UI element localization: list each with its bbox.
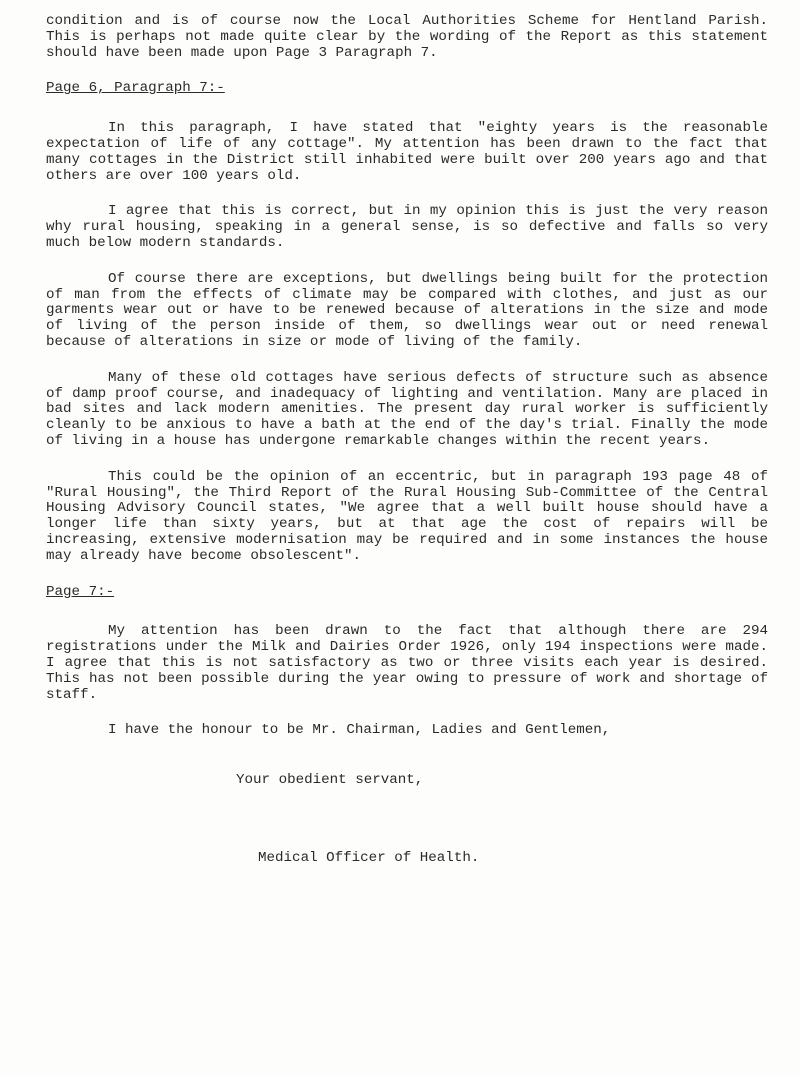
paragraph: In this paragraph, I have stated that "eighty years is the reasonable expectation of life of any cottage". My attention has been drawn to the fact that many cottages in the District still inhabited were built over 200 years ago and that others are over 100 years old. — [46, 120, 768, 184]
section-heading-page-6: Page 6, Paragraph 7:- — [46, 80, 225, 97]
paragraph: I agree that this is correct, but in my opinion this is just the very reason why rural housing, speaking in a general sense, is so defective and falls so very much below modern standards. — [46, 203, 768, 251]
paragraph: My attention has been drawn to the fact that although there are 294 registrations under the Milk and Dairies Order 1926, only 194 inspections were made. I agree that this is not satisfactory as two or three visits each year is desired. This has not been possible during the year owing to pressure of work and shortage of staff. — [46, 623, 768, 703]
signature: Medical Officer of Health. — [258, 849, 480, 866]
closing-line: I have the honour to be Mr. Chairman, Ladies and Gentlemen, — [108, 722, 611, 739]
paragraph: This could be the opinion of an eccentric, but in paragraph 193 page 48 of "Rural Housing", the Third Report of the Rural Housing Sub-Committee of the Central Housing Advisory Council states, "We agree that a well built house should have a longer life than sixty years, but at that age the cost of repairs will be increasing, extensive modernisation may be required and in some instances the house may already have become obsolescent". — [46, 468, 768, 564]
paragraph: Many of these old cottages have serious defects of structure such as absence of damp proof course, and inadequacy of lighting and ventilation. Many are placed in bad sites and lack modern amenities. The present day rural worker is sufficiently cleanly to be anxious to have a bath at the end of the day's trial. Finally the mode of living in a house has undergone remarkable changes within the recent years. — [46, 369, 768, 449]
sign-off: Your obedient servant, — [236, 772, 424, 789]
intro-paragraph: condition and is of course now the Local Authorities Scheme for Hentland Parish. This is perhaps not made quite clear by the wording of the Report as this statement should have been made upon Page 3 Paragraph 7. — [46, 13, 768, 61]
section-page-6 — [46, 81, 768, 564]
section-page-7 — [46, 585, 768, 704]
paragraph: Of course there are exceptions, but dwellings being built for the protection of man from the effects of climate may be compared with clothes, and just as our garments wear out or have to be renewed because of alterations in the size and mode of living of the person inside of them, so dwellings wear out or need renewal because of alterations in size or mode of living of the family. — [46, 270, 768, 350]
section-heading-page-7: Page 7:- — [46, 583, 115, 600]
document-body — [46, 14, 768, 867]
